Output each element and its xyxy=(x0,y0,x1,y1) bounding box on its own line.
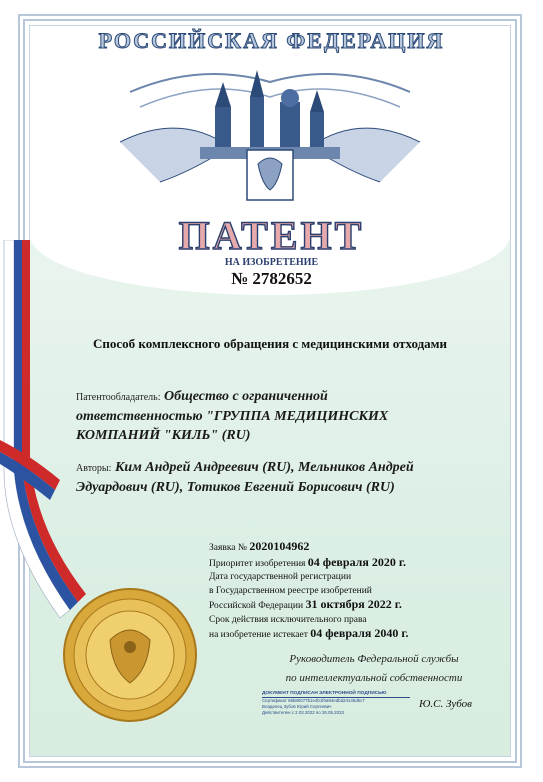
registration-line-2: в Государственном реестре изобретений xyxy=(209,585,372,596)
official-position: Руководитель Федеральной службы по интеллектуальной собственности xyxy=(285,653,463,684)
patent-holder xyxy=(76,387,456,445)
kremlin-emblem-icon xyxy=(120,52,420,202)
holder-value: Общество с ограниченной ответственностью "ГРУППА МЕДИЦИНСКИХ КОМПАНИЙ "КИЛЬ" (RU) xyxy=(76,389,389,443)
patent-subtitle: НА ИЗОБРЕТЕНИЕ xyxy=(224,257,319,268)
esign-owner: Владелец Зубов Юрий Сергеевич xyxy=(262,704,332,709)
registration-facts xyxy=(209,540,479,643)
patent-heading: ПАТЕНТ xyxy=(178,213,365,258)
electronic-signature-stamp xyxy=(262,691,410,723)
application-line: Заявка № 2020104962 xyxy=(209,539,310,553)
validity-line-1: Срок действия исключительного права xyxy=(209,614,367,625)
registration-line-1: Дата государственной регистрации xyxy=(209,572,352,582)
esign-valid: Действителен с 2.03.2022 по 26.05.2023 xyxy=(262,710,344,715)
holder-label: Патентообладатель: xyxy=(76,392,161,403)
patent-number: № 2782652 xyxy=(231,269,312,288)
authors-value: Ким Андрей Андреевич (RU), Мельников Андрей Эдуардович (RU), Тотиков Евгений Борисович (RU) xyxy=(76,460,414,495)
esign-cert: Сертификат 68b80077b1e4b1f0a94edbd24145d5c7 xyxy=(262,698,365,703)
country-title: РОССИЙСКАЯ ФЕДЕРАЦИЯ xyxy=(98,28,445,53)
priority-line: Приоритет изобретения 04 февраля 2020 г. xyxy=(209,554,407,569)
esign-title: ДОКУМЕНТ ПОДПИСАН ЭЛЕКТРОННОЙ ПОДПИСЬЮ xyxy=(262,691,410,698)
signer-name: Ю.С. Зубов xyxy=(419,698,472,710)
authors xyxy=(76,458,456,497)
invention-title: Способ комплексного обращения с медицинскими отходами xyxy=(93,336,447,351)
registration-line-3: Российской Федерации 31 октября 2022 г. xyxy=(209,597,402,611)
gold-seal-icon xyxy=(60,585,200,725)
authors-label: Авторы: xyxy=(76,463,112,474)
validity-line-2: на изобретение истекает 04 февраля 2040 г. xyxy=(209,626,409,640)
